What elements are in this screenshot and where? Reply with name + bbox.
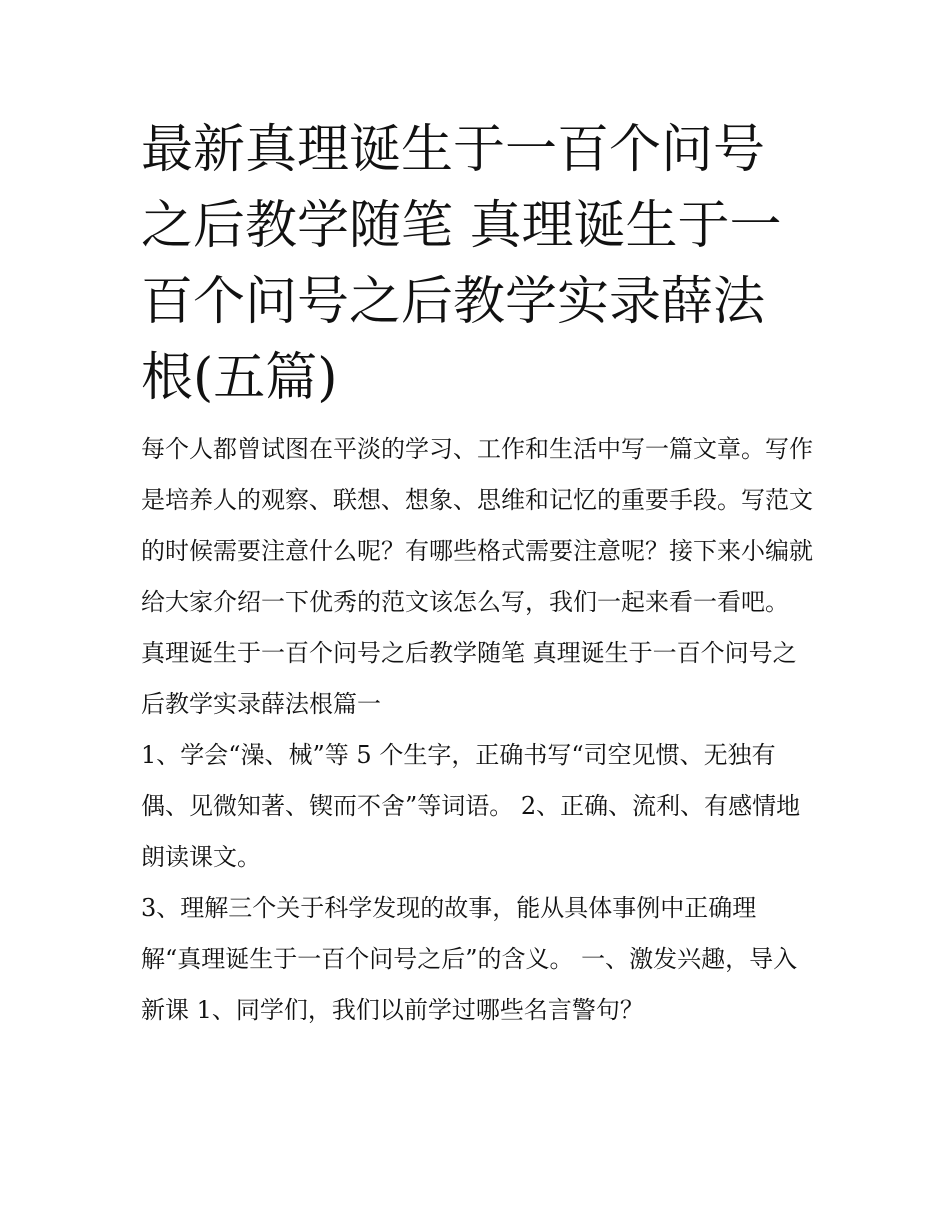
section-heading: 真理诞生于一百个问号之后教学随笔 真理诞生于一百个问号之后教学实录薛法根篇一 bbox=[141, 639, 797, 718]
objective-paragraph-1: 1、学会“澡、械”等 5 个生字，正确书写“司空见惯、无独有偶、见微知著、锲而不舍”等词语。 2、正确、流利、有感情地朗读课文。 bbox=[141, 741, 801, 871]
document-page bbox=[141, 112, 813, 1036]
objective-paragraph-2: 3、理解三个关于科学发现的故事，能从具体事例中正确理解“真理诞生于一百个问号之后”的含义。 一、激发兴趣，导入新课 1、同学们，我们以前学过哪些名言警句？ bbox=[141, 894, 798, 1024]
document-title: 最新真理诞生于一百个问号之后教学随笔 真理诞生于一百个问号之后教学实录薛法根(五篇) bbox=[141, 120, 782, 408]
intro-paragraph: 每个人都曾试图在平淡的学习、工作和生活中写一篇文章。写作是培养人的观察、联想、想象、思维和记忆的重要手段。写范文的时候需要注意什么呢？有哪些格式需要注意呢？接下来小编就给大家介绍一下优秀的范文该怎么写，我们一起来看一看吧。 bbox=[141, 435, 813, 616]
document-body bbox=[141, 424, 813, 1036]
